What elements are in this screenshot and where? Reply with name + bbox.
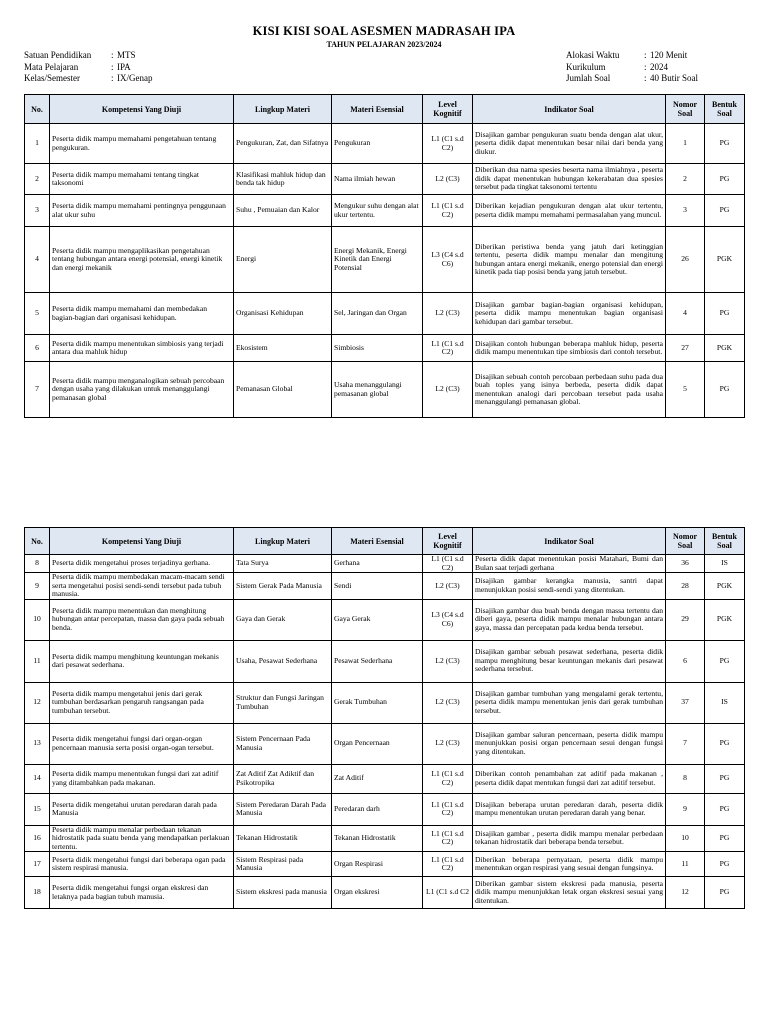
header-col-indikator: Indikator Soal: [473, 95, 666, 124]
level-cell: L3 (C4 s.d C6): [423, 227, 473, 293]
table-row: [25, 555, 745, 573]
header-col-lingkup: Lingkup Materi: [234, 95, 332, 124]
meta-key: Jumlah Soal: [566, 73, 611, 84]
lingkup-cell: Gaya dan Gerak: [234, 599, 332, 640]
materi-cell: Gaya Gerak: [332, 599, 423, 640]
bentuk-soal-cell: PG: [705, 362, 745, 418]
meta-row: [24, 62, 153, 74]
materi-cell: Sendi: [332, 573, 423, 600]
header-col-lingkup: Lingkup Materi: [234, 528, 332, 555]
row-number: 14: [25, 764, 50, 793]
table-row: [25, 124, 745, 164]
bentuk-soal-cell: PG: [705, 124, 745, 164]
nomor-soal-cell: 28: [666, 573, 705, 600]
header-col-bentuk: Bentuk Soal: [705, 528, 745, 555]
materi-cell: Gerak Tumbuhan: [332, 682, 423, 723]
meta-key: Satuan Pendidikan: [24, 50, 92, 60]
nomor-soal-cell: 27: [666, 335, 705, 362]
bentuk-soal-cell: PG: [705, 825, 745, 852]
materi-cell: Organ Pencernaan: [332, 723, 423, 764]
table-row: [25, 335, 745, 362]
indikator-cell: Disajikan gambar bagian-bagian organisasi kehidupan, peserta didik mampu menentukan bagian organisasi kehidupan dari gambar tersebut.: [473, 293, 666, 335]
lingkup-cell: Struktur dan Fungsi Jaringan Tumbuhan: [234, 682, 332, 723]
header-col-indikator: Indikator Soal: [473, 528, 666, 555]
level-cell: L1 (C1 s.d C2): [423, 124, 473, 164]
indikator-cell: Diberikan beberapa pernyataan, peserta didik mampu menentukan organ respirasi yang sesuai dengan fungsinya.: [473, 852, 666, 877]
table-header-row: [25, 95, 745, 124]
bentuk-soal-cell: PG: [705, 723, 745, 764]
indikator-cell: Disajikan gambar tumbuhan yang mengalami gerak tertentu, peserta didik mampu menentukan jenis dari gerak tumbuhan tersebut.: [473, 682, 666, 723]
row-number: 16: [25, 825, 50, 852]
meta-row: [566, 50, 698, 62]
indikator-cell: Disajikan beberapa urutan peredaran darah, peserta didik mampu menentukan urutan peredaran darah yang benar.: [473, 793, 666, 825]
table-row: [25, 573, 745, 600]
header-col-materi: Materi Esensial: [332, 528, 423, 555]
lingkup-cell: Organisasi Kehidupan: [234, 293, 332, 335]
lingkup-cell: Zat Aditif Zat Adiktif dan Psikotropika: [234, 764, 332, 793]
indikator-cell: Diberikan kejadian pengukuran dengan alat ukur tertentu, peserta didik mampu memahami permasalahan yang muncul.: [473, 195, 666, 227]
indikator-cell: Diberikan peristiwa benda yang jatuh dari ketinggian tertentu, peserta didik mampu menalar dan mengitung hubungan antara energi mekanik, energo potensial dan energi kinetik pada tiap posisi benda yang jatuh tersebut.: [473, 227, 666, 293]
level-cell: L1 (C1 s.d C2): [423, 793, 473, 825]
level-cell: L2 (C3): [423, 723, 473, 764]
materi-cell: Tekanan Hidrostatik: [332, 825, 423, 852]
table-row: [25, 723, 745, 764]
row-number: 15: [25, 793, 50, 825]
kompetensi-cell: Peserta didik mampu memahami pengetahuan tentang pengukuran.: [50, 124, 234, 164]
meta-row: [24, 50, 153, 62]
meta-value: 120 Menit: [650, 50, 688, 60]
level-cell: L2 (C3): [423, 682, 473, 723]
kompetensi-cell: Peserta didik mampu menentukan simbiosis yang terjadi antara dua mahluk hidup: [50, 335, 234, 362]
nomor-soal-cell: 9: [666, 793, 705, 825]
bentuk-soal-cell: PG: [705, 164, 745, 195]
row-number: 18: [25, 877, 50, 909]
bentuk-soal-cell: IS: [705, 682, 745, 723]
materi-cell: Sel, Jaringan dan Organ: [332, 293, 423, 335]
row-number: 4: [25, 227, 50, 293]
bentuk-soal-cell: PG: [705, 195, 745, 227]
meta-colon: :: [111, 73, 114, 84]
meta-colon: :: [644, 73, 647, 84]
meta-key: Kurikulum: [566, 61, 606, 72]
nomor-soal-cell: 37: [666, 682, 705, 723]
bentuk-soal-cell: PGK: [705, 599, 745, 640]
row-number: 12: [25, 682, 50, 723]
materi-cell: Peredaran darh: [332, 793, 423, 825]
row-number: 17: [25, 852, 50, 877]
meta-row: [24, 73, 153, 85]
materi-cell: Pengukuran: [332, 124, 423, 164]
level-cell: L1 (C1 s.d C2): [423, 335, 473, 362]
indikator-cell: Disajikan sebuah contoh percobaan perbedaan suhu pada dua buah toples yang isinya berbeda, peserta didik dapat menentukan analogi dari percobaan tersebut pada usaha menanggulangi pemanasan global.: [473, 362, 666, 418]
meta-value: IPA: [117, 61, 131, 72]
row-number: 7: [25, 362, 50, 418]
nomor-soal-cell: 10: [666, 825, 705, 852]
meta-row: [566, 73, 698, 85]
materi-cell: Energi Mekanik, Energi Kinetik dan Energi Potensial: [332, 227, 423, 293]
indikator-cell: Peserta didik dapat menentukan posisi Matahari, Bumi dan Bulan saat terjadi gerhana: [473, 555, 666, 573]
row-number: 8: [25, 555, 50, 573]
nomor-soal-cell: 29: [666, 599, 705, 640]
lingkup-cell: Klasifikasi mahluk hidup dan benda tak hidup: [234, 164, 332, 195]
header-col-no: No.: [25, 95, 50, 124]
lingkup-cell: Ekosistem: [234, 335, 332, 362]
bentuk-soal-cell: PGK: [705, 227, 745, 293]
level-cell: L2 (C3): [423, 164, 473, 195]
kompetensi-cell: Peserta didik mengetahui urutan peredaran darah pada Manusia: [50, 793, 234, 825]
level-cell: L1 (C1 s.d C2): [423, 195, 473, 227]
row-number: 1: [25, 124, 50, 164]
meta-key: Mata Pelajaran: [24, 61, 79, 72]
nomor-soal-cell: 36: [666, 555, 705, 573]
materi-cell: Organ ekskresi: [332, 877, 423, 909]
materi-cell: Zat Aditif: [332, 764, 423, 793]
materi-cell: Mengukur suhu dengan alat ukur tertentu.: [332, 195, 423, 227]
meta-value: MTS: [117, 50, 136, 60]
level-cell: L1 (C1 s.d C2): [423, 555, 473, 573]
bentuk-soal-cell: PGK: [705, 335, 745, 362]
nomor-soal-cell: 1: [666, 124, 705, 164]
nomor-soal-cell: 11: [666, 852, 705, 877]
bentuk-soal-cell: IS: [705, 555, 745, 573]
level-cell: L1 (C1 s.d C2): [423, 764, 473, 793]
bentuk-soal-cell: PG: [705, 293, 745, 335]
document-subtitle: TAHUN PELAJARAN 2023/2024: [326, 40, 442, 49]
lingkup-cell: Sistem ekskresi pada manusia: [234, 877, 332, 909]
kompetensi-cell: Peserta didik mampu memahami pentingnya penggunaan alat ukur suhu: [50, 195, 234, 227]
kompetensi-cell: Peserta didik mampu menganalogikan sebuah percobaan dengan usaha yang dilakukan untuk menanggulangi pemanasan global: [50, 362, 234, 418]
meta-colon: :: [644, 50, 647, 60]
indikator-cell: Diberikan gambar sistem ekskresi pada manusia, peserta didik mampu menunjukkan letak organ ekskresi sesuai yang ditentukan.: [473, 877, 666, 909]
kompetensi-cell: Peserta didik mampu menentukan fungsi dari zat aditif yang ditambahkan pada makanan.: [50, 764, 234, 793]
kisi-table-1: [24, 94, 745, 418]
lingkup-cell: Sistem Peredaran Darah Pada Manusia: [234, 793, 332, 825]
indikator-cell: Disajikan gambar , peserta didik mampu menalar perbedaan tekanan hidrostatik dari beberapa benda tersebut.: [473, 825, 666, 852]
table-header-row: [25, 528, 745, 555]
level-cell: L2 (C3): [423, 573, 473, 600]
header-col-materi: Materi Esensial: [332, 95, 423, 124]
level-cell: L2 (C3): [423, 362, 473, 418]
row-number: 5: [25, 293, 50, 335]
kisi-table-2: [24, 527, 745, 909]
meta-value: 40 Butir Soal: [650, 73, 699, 84]
nomor-soal-cell: 4: [666, 293, 705, 335]
level-cell: L3 (C4 s.d C6): [423, 599, 473, 640]
kompetensi-cell: Peserta didik mampu membedakan macam-macam sendi serta mengetahui posisi sendi-sendi tersebut pada tubuh manusia.: [50, 573, 234, 600]
level-cell: L2 (C3): [423, 640, 473, 682]
kompetensi-cell: Peserta didik mengetahui proses terjadinya gerhana.: [50, 555, 234, 573]
meta-key: Kelas/Semester: [24, 73, 80, 84]
nomor-soal-cell: 12: [666, 877, 705, 909]
header-col-nomor: Nomor Soal: [666, 528, 705, 555]
level-cell: L2 (C3): [423, 293, 473, 335]
indikator-cell: Disajikan gambar sebuah pesawat sederhana, peserta didik mampu menghitung besar keuntungan mekanis dari pesawat sederhana tersebut.: [473, 640, 666, 682]
nomor-soal-cell: 2: [666, 164, 705, 195]
nomor-soal-cell: 7: [666, 723, 705, 764]
bentuk-soal-cell: PG: [705, 852, 745, 877]
table-row: [25, 877, 745, 909]
header-col-no: No.: [25, 528, 50, 555]
materi-cell: Pesawat Sederhana: [332, 640, 423, 682]
bentuk-soal-cell: PG: [705, 793, 745, 825]
kompetensi-cell: Peserta didik mengetahui fungsi dari beberapa ogan pada sistem respirasi manusia.: [50, 852, 234, 877]
lingkup-cell: Suhu , Pemuaian dan Kalor: [234, 195, 332, 227]
level-cell: L1 (C1 s.d C2): [423, 825, 473, 852]
materi-cell: Usaha menanggulangi pemasanan global: [332, 362, 423, 418]
kompetensi-cell: Peserta didik mampu menentukan dan menghitung hubungan antar percepatan, massa dan gaya pada sebuah benda.: [50, 599, 234, 640]
header-col-level: Level Kognitif: [423, 95, 473, 124]
lingkup-cell: Pengukuran, Zat, dan Sifatnya: [234, 124, 332, 164]
row-number: 6: [25, 335, 50, 362]
nomor-soal-cell: 26: [666, 227, 705, 293]
lingkup-cell: Tekanan Hidrostatik: [234, 825, 332, 852]
table-row: [25, 825, 745, 852]
header-col-kompetensi: Kompetensi Yang Diuji: [50, 95, 234, 124]
row-number: 10: [25, 599, 50, 640]
meta-right: [566, 50, 698, 85]
header-col-level: Level Kognitif: [423, 528, 473, 555]
indikator-cell: Disajikan gambar dua buah benda dengan massa tertentu dan diberi gaya, peserta didik mampu menalar hubungan antara gaya, massa dan percepatan pada kedua benda tersebut.: [473, 599, 666, 640]
lingkup-cell: Sistem Respirasi pada Manusia: [234, 852, 332, 877]
meta-value: IX/Genap: [117, 73, 153, 84]
meta-key: Alokasi Waktu: [566, 50, 620, 60]
meta-colon: :: [111, 61, 114, 72]
kompetensi-cell: Peserta didik mampu mengaplikasikan pengetahuan tentang hubungan antara energi potensial, energi kinetik dan energi mekanik: [50, 227, 234, 293]
table-row: [25, 764, 745, 793]
kompetensi-cell: Peserta didik mampu mengetahui jenis dari gerak tumbuhan berdasarkan pengaruh rangsangan pada tumbuhan tersebut.: [50, 682, 234, 723]
table-row: [25, 640, 745, 682]
nomor-soal-cell: 3: [666, 195, 705, 227]
kompetensi-cell: Peserta didik mampu memahami dan membedakan bagian-bagian dari organisasi kehidupan.: [50, 293, 234, 335]
bentuk-soal-cell: PG: [705, 764, 745, 793]
lingkup-cell: Pemanasan Global: [234, 362, 332, 418]
kompetensi-cell: Peserta didik mengetahui fungsi organ ekskresi dan letaknya pada bagian tubuh manusia.: [50, 877, 234, 909]
table-row: [25, 227, 745, 293]
header-col-nomor: Nomor Soal: [666, 95, 705, 124]
meta-colon: :: [644, 61, 647, 72]
level-cell: L1 (C1 s.d C2: [423, 877, 473, 909]
lingkup-cell: Sistem Pencernaan Pada Manusia: [234, 723, 332, 764]
table-row: [25, 164, 745, 195]
nomor-soal-cell: 8: [666, 764, 705, 793]
table-row: [25, 293, 745, 335]
meta-colon: :: [111, 50, 114, 60]
meta-row: [566, 62, 698, 74]
document-title: KISI KISI SOAL ASESMEN MADRASAH IPA: [252, 24, 516, 38]
row-number: 11: [25, 640, 50, 682]
row-number: 2: [25, 164, 50, 195]
bentuk-soal-cell: PGK: [705, 573, 745, 600]
table-row: [25, 599, 745, 640]
nomor-soal-cell: 5: [666, 362, 705, 418]
table-row: [25, 682, 745, 723]
meta-left: [24, 50, 153, 85]
nomor-soal-cell: 6: [666, 640, 705, 682]
indikator-cell: Diberikan contoh penambahan zat aditif pada makanan , peserta didik dapat mentukan fungsi dari zat aditif tersebut.: [473, 764, 666, 793]
level-cell: L1 (C1 s.d C2): [423, 852, 473, 877]
indikator-cell: Diberikan dua nama spesies beserta nama ilmiahnya , peserta didik dapat menentukan hubungan kekerabatan dua spesies tersebut pada tingkat taksonomi tertentu: [473, 164, 666, 195]
lingkup-cell: Sistem Gerak Pada Manusia: [234, 573, 332, 600]
bentuk-soal-cell: PG: [705, 640, 745, 682]
lingkup-cell: Energi: [234, 227, 332, 293]
indikator-cell: Disajikan gambar pengukuran suatu benda dengan alat ukur, peserta didik dapat menentukan besar nilai dari benda yang diukur.: [473, 124, 666, 164]
kompetensi-cell: Peserta didik mampu menalar perbedaan tekanan hidrostatik pada suatu benda yang mendapatkan perlakuan tertentu.: [50, 825, 234, 852]
table-row: [25, 362, 745, 418]
kompetensi-cell: Peserta didik mengetahui fungsi dari organ-organ pencernaan manusia serta posisi organ-ogan tersebut.: [50, 723, 234, 764]
kompetensi-cell: Peserta didik mampu menghitung keuntungan mekanis dari pesawat sederhana.: [50, 640, 234, 682]
table-row: [25, 793, 745, 825]
row-number: 13: [25, 723, 50, 764]
materi-cell: Organ Respirasi: [332, 852, 423, 877]
materi-cell: Gerhana: [332, 555, 423, 573]
indikator-cell: Disajikan contoh hubungan beberapa mahluk hidup, peserta didik mampu menentukan tipe simbiosis dari contoh tersebut.: [473, 335, 666, 362]
lingkup-cell: Usaha, Pesawat Sederhana: [234, 640, 332, 682]
materi-cell: Simbiosis: [332, 335, 423, 362]
header-col-kompetensi: Kompetensi Yang Diuji: [50, 528, 234, 555]
table-row: [25, 195, 745, 227]
lingkup-cell: Tata Surya: [234, 555, 332, 573]
table-row: [25, 852, 745, 877]
bentuk-soal-cell: PG: [705, 877, 745, 909]
materi-cell: Nama ilmiah hewan: [332, 164, 423, 195]
indikator-cell: Disajikan gambar kerangka manusia, santri dapat menunjukkan posisi sendi-sendi yang ditentukan.: [473, 573, 666, 600]
header-col-bentuk: Bentuk Soal: [705, 95, 745, 124]
row-number: 9: [25, 573, 50, 600]
meta-value: 2024: [650, 61, 668, 72]
kompetensi-cell: Peserta didik mampu memahami tentang tingkat taksonomi: [50, 164, 234, 195]
indikator-cell: Disajikan gambar saluran pencernaan, peserta didik mampu menunjukkan posisi organ pencernaan sesui dengan fungsi yang ditentukan.: [473, 723, 666, 764]
row-number: 3: [25, 195, 50, 227]
